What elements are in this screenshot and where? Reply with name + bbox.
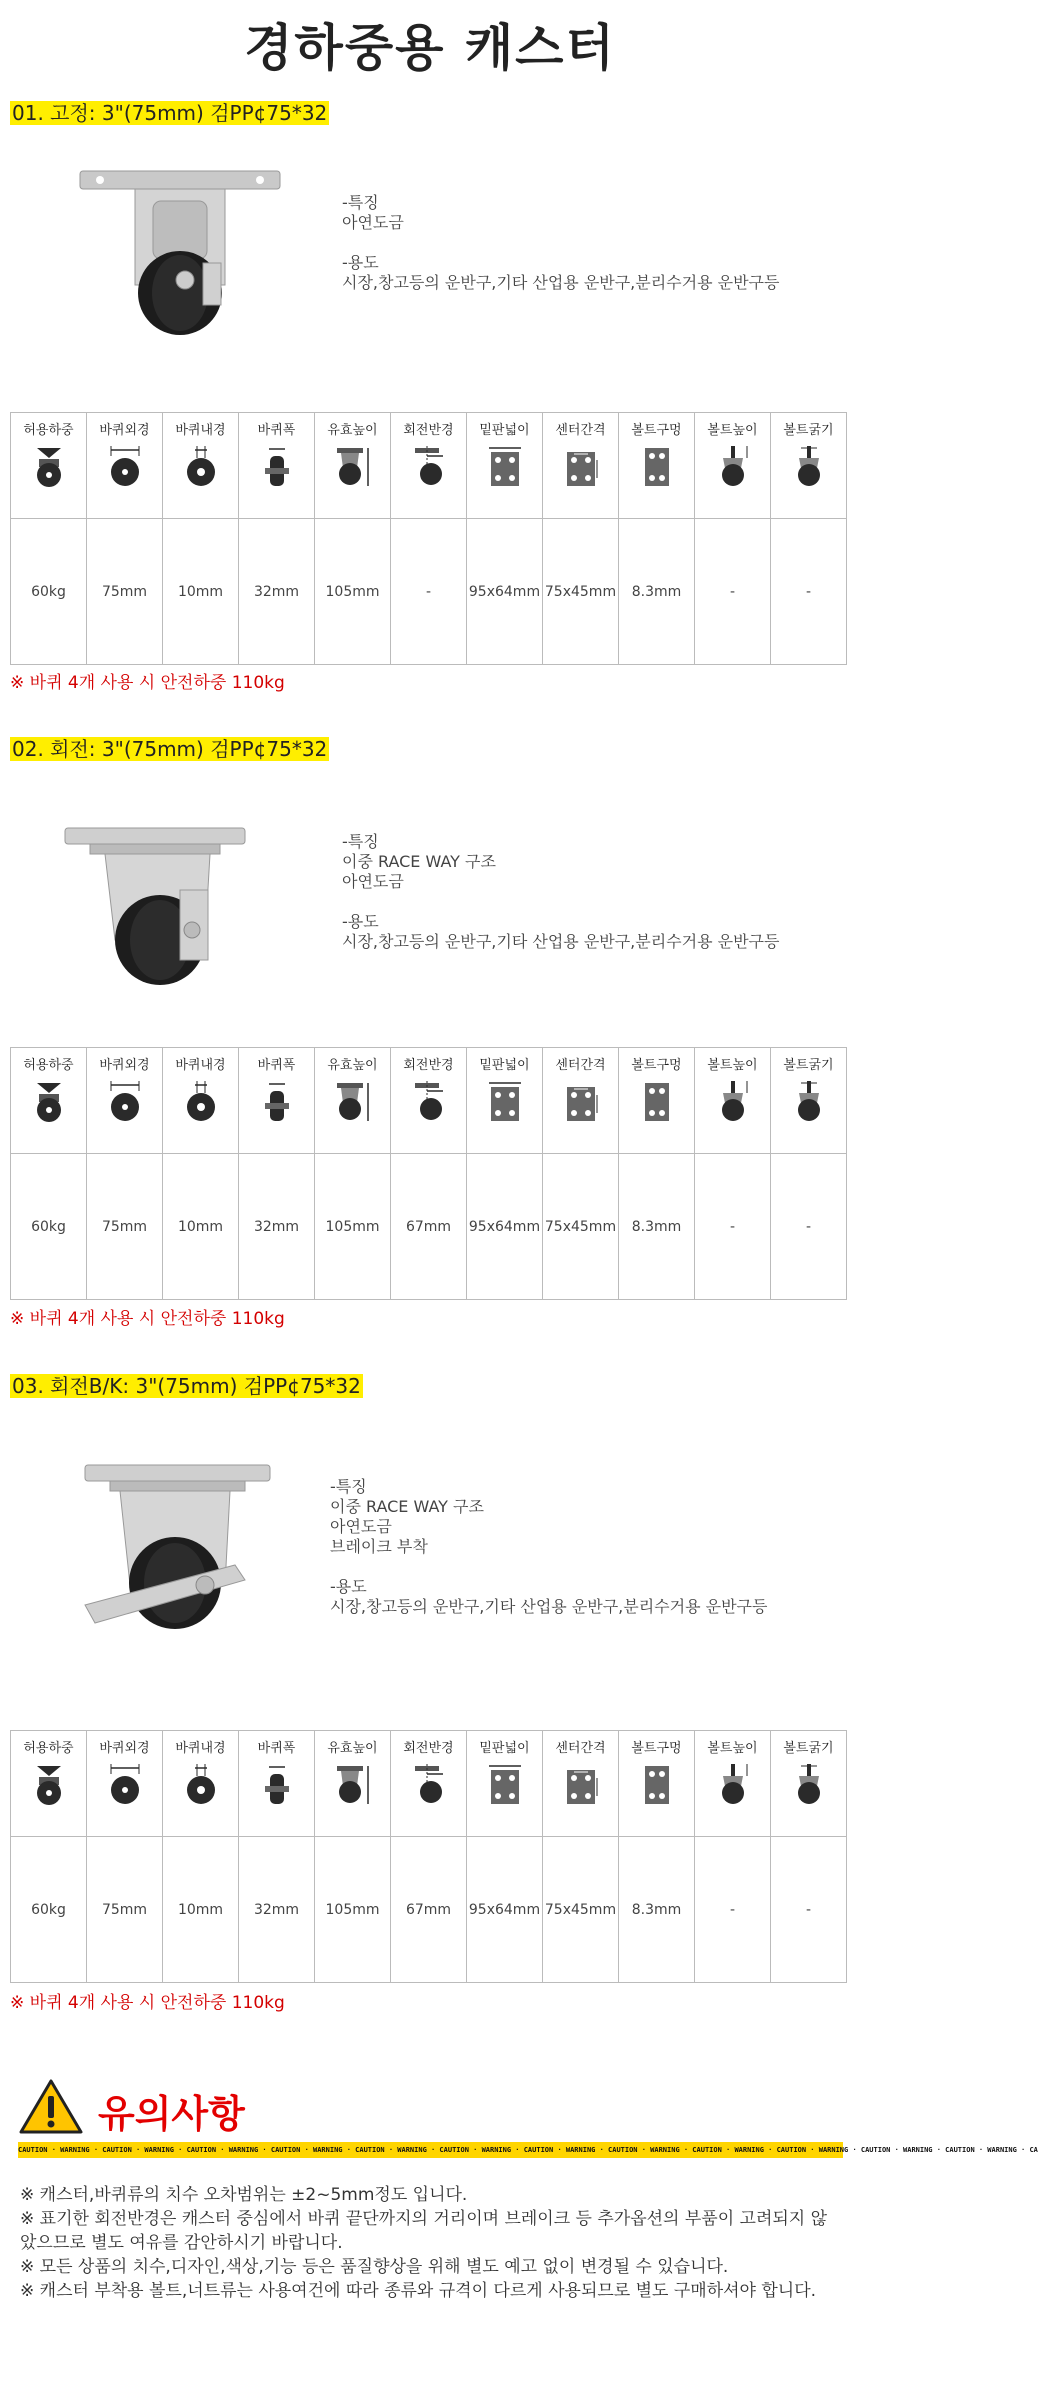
wheel-inner-diameter-icon bbox=[163, 1762, 238, 1806]
spec-header-plate-size bbox=[467, 1731, 543, 1837]
spec-value-effective-height: 105mm bbox=[315, 519, 391, 665]
warning-line: ※ 표기한 회전반경은 캐스터 중심에서 바퀴 끝단까지의 거리이며 브레이크 등 추가옵션의 부품이 고려되지 않았으므로 별도 여유를 감안하시기 바랍니다. bbox=[20, 2209, 828, 2253]
spec-header-label: 바퀴외경 bbox=[99, 1058, 150, 1073]
swivel-radius-icon bbox=[391, 444, 466, 488]
spec-header-bolt-hole bbox=[619, 1048, 695, 1154]
spec-header-bolt-height bbox=[695, 413, 771, 519]
spec-header-center-spacing bbox=[543, 413, 619, 519]
spec-header-label: 센터간격 bbox=[555, 423, 606, 438]
spec-header-bolt-hole bbox=[619, 1731, 695, 1837]
bolt-height-icon bbox=[695, 1079, 770, 1123]
section-3-heading: 03. 회전B/K: 3"(75mm) 검PP¢75*32 bbox=[12, 1374, 361, 1398]
spec-header-bolt-hole bbox=[619, 413, 695, 519]
spec-header-label: 볼트굵기 bbox=[783, 1741, 834, 1756]
spec-header-wheel-width bbox=[239, 1048, 315, 1154]
spec-header-label: 밑판넓이 bbox=[479, 423, 530, 438]
spec-header-wheel-outer-diameter bbox=[87, 1731, 163, 1837]
spec-table-1 bbox=[10, 412, 847, 665]
bolt-thickness-icon bbox=[771, 1079, 846, 1123]
wheel-width-icon bbox=[239, 1079, 314, 1123]
spec-value-bolt-hole: 8.3mm bbox=[619, 1837, 695, 1983]
spec-header-label: 유효높이 bbox=[327, 1058, 378, 1073]
spec-header-bolt-height bbox=[695, 1048, 771, 1154]
spec-header-wheel-outer-diameter bbox=[87, 413, 163, 519]
spec-header-label: 볼트높이 bbox=[707, 423, 758, 438]
spec-header-swivel-radius bbox=[391, 1048, 467, 1154]
spec-header-swivel-radius bbox=[391, 1731, 467, 1837]
spec-header-label: 회전반경 bbox=[403, 423, 454, 438]
spec-value-load-capacity: 60kg bbox=[11, 1154, 87, 1300]
spec-header-label: 회전반경 bbox=[403, 1058, 454, 1073]
bolt-hole-icon bbox=[619, 444, 694, 488]
spec-value-wheel-outer-diameter: 75mm bbox=[87, 1154, 163, 1300]
center-spacing-icon bbox=[543, 444, 618, 488]
spec-header-label: 유효높이 bbox=[327, 1741, 378, 1756]
spec-header-label: 유효높이 bbox=[327, 423, 378, 438]
spec-header-wheel-width bbox=[239, 413, 315, 519]
spec-header-label: 밑판넓이 bbox=[479, 1741, 530, 1756]
spec-value-bolt-height: - bbox=[695, 1837, 771, 1983]
section-3-description: -특징 이중 RACE WAY 구조 아연도금 브레이크 부착 -용도 시장,창고등의 운반구,기타 산업용 운반구,분리수거용 운반구등 bbox=[330, 1477, 768, 1616]
warning-title: 유의사항 bbox=[98, 2092, 245, 2136]
spec-header-wheel-width bbox=[239, 1731, 315, 1837]
bolt-hole-icon bbox=[619, 1079, 694, 1123]
section-1-heading: 01. 고정: 3"(75mm) 검PP¢75*32 bbox=[12, 101, 328, 125]
spec-header-label: 회전반경 bbox=[403, 1741, 454, 1756]
spec-value-load-capacity: 60kg bbox=[11, 1837, 87, 1983]
spec-value-wheel-outer-diameter: 75mm bbox=[87, 519, 163, 665]
warning-line: ※ 캐스터,바퀴류의 치수 오차범위는 ±2~5mm정도 입니다. bbox=[20, 2185, 468, 2205]
spec-header-row bbox=[11, 1731, 847, 1837]
spec-header-label: 허용하중 bbox=[23, 1741, 74, 1756]
spec-header-wheel-inner-diameter bbox=[163, 1048, 239, 1154]
spec-header-effective-height bbox=[315, 1731, 391, 1837]
swivel-radius-icon bbox=[391, 1762, 466, 1806]
warning-line: ※ 캐스터 부착용 볼트,너트류는 사용여건에 따라 종류와 규격이 다르게 사용되므로 별도 구매하셔야 합니다. bbox=[20, 2281, 817, 2301]
spec-header-label: 볼트굵기 bbox=[783, 423, 834, 438]
spec-value-load-capacity: 60kg bbox=[11, 519, 87, 665]
caution-tape: CAUTION · WARNING · CAUTION · WARNING · CAUTION · WARNING · CAUTION · WARNING · CAUTION · WARNING · CAUTION · WARNING · CAUTION · WARNING · CAUTION · WARNING · CAUTION · WARNING · CAUTION · WARNING · CAUTION · WARNING · CAUTION · WARNING · CA bbox=[18, 2142, 843, 2158]
spec-value-center-spacing: 75x45mm bbox=[543, 1154, 619, 1300]
spec-value-row bbox=[11, 1837, 847, 1983]
spec-header-label: 바퀴외경 bbox=[99, 423, 150, 438]
warning-triangle-icon bbox=[18, 2078, 84, 2140]
spec-value-bolt-height: - bbox=[695, 519, 771, 665]
spec-header-label: 허용하중 bbox=[23, 423, 74, 438]
center-spacing-icon bbox=[543, 1762, 618, 1806]
spec-header-effective-height bbox=[315, 413, 391, 519]
spec-header-center-spacing bbox=[543, 1731, 619, 1837]
spec-value-row bbox=[11, 519, 847, 665]
spec-header-bolt-thickness bbox=[771, 413, 847, 519]
spec-header-label: 볼트구멍 bbox=[631, 1058, 682, 1073]
spec-value-effective-height: 105mm bbox=[315, 1154, 391, 1300]
spec-value-bolt-height: - bbox=[695, 1154, 771, 1300]
spec-header-label: 밑판넓이 bbox=[479, 1058, 530, 1073]
effective-height-icon bbox=[315, 1079, 390, 1123]
bolt-thickness-icon bbox=[771, 444, 846, 488]
swivel-radius-icon bbox=[391, 1079, 466, 1123]
spec-value-plate-size: 95x64mm bbox=[467, 1837, 543, 1983]
warning-notes bbox=[20, 2183, 840, 2303]
spec-header-label: 볼트구멍 bbox=[631, 1741, 682, 1756]
plate-size-icon bbox=[467, 444, 542, 488]
plate-size-icon bbox=[467, 1079, 542, 1123]
load-capacity-icon bbox=[11, 444, 86, 488]
spec-header-effective-height bbox=[315, 1048, 391, 1154]
section-3-note: ※ 바퀴 4개 사용 시 안전하중 110kg bbox=[10, 1993, 285, 2013]
spec-table-3 bbox=[10, 1730, 847, 1983]
section-2-note: ※ 바퀴 4개 사용 시 안전하중 110kg bbox=[10, 1309, 285, 1329]
bolt-height-icon bbox=[695, 444, 770, 488]
spec-header-label: 바퀴폭 bbox=[257, 1058, 296, 1073]
spec-value-center-spacing: 75x45mm bbox=[543, 519, 619, 665]
spec-header-wheel-outer-diameter bbox=[87, 1048, 163, 1154]
bolt-height-icon bbox=[695, 1762, 770, 1806]
effective-height-icon bbox=[315, 444, 390, 488]
spec-header-load-capacity bbox=[11, 413, 87, 519]
section-2-description: -특징 이중 RACE WAY 구조 아연도금 -용도 시장,창고등의 운반구,기타 산업용 운반구,분리수거용 운반구등 bbox=[342, 832, 780, 951]
spec-header-load-capacity bbox=[11, 1048, 87, 1154]
spec-value-plate-size: 95x64mm bbox=[467, 519, 543, 665]
wheel-outer-diameter-icon bbox=[87, 1762, 162, 1806]
page-title: 경하중용 캐스터 bbox=[244, 19, 616, 77]
wheel-width-icon bbox=[239, 444, 314, 488]
spec-header-label: 바퀴내경 bbox=[175, 1058, 226, 1073]
spec-value-swivel-radius: - bbox=[391, 519, 467, 665]
spec-header-wheel-inner-diameter bbox=[163, 413, 239, 519]
spec-value-plate-size: 95x64mm bbox=[467, 1154, 543, 1300]
spec-value-bolt-thickness: - bbox=[771, 1837, 847, 1983]
spec-value-wheel-inner-diameter: 10mm bbox=[163, 1837, 239, 1983]
spec-header-label: 센터간격 bbox=[555, 1058, 606, 1073]
spec-header-bolt-thickness bbox=[771, 1731, 847, 1837]
effective-height-icon bbox=[315, 1762, 390, 1806]
spec-value-bolt-thickness: - bbox=[771, 1154, 847, 1300]
spec-value-swivel-radius: 67mm bbox=[391, 1154, 467, 1300]
section-1-description: -특징 아연도금 -용도 시장,창고등의 운반구,기타 산업용 운반구,분리수거용 운반구등 bbox=[342, 193, 780, 292]
spec-header-label: 바퀴폭 bbox=[257, 423, 296, 438]
spec-header-row bbox=[11, 413, 847, 519]
spec-value-wheel-width: 32mm bbox=[239, 1837, 315, 1983]
center-spacing-icon bbox=[543, 1079, 618, 1123]
wheel-width-icon bbox=[239, 1762, 314, 1806]
spec-header-row bbox=[11, 1048, 847, 1154]
spec-header-swivel-radius bbox=[391, 413, 467, 519]
wheel-outer-diameter-icon bbox=[87, 444, 162, 488]
spec-header-label: 허용하중 bbox=[23, 1058, 74, 1073]
bolt-hole-icon bbox=[619, 1762, 694, 1806]
spec-value-wheel-width: 32mm bbox=[239, 519, 315, 665]
spec-header-label: 바퀴내경 bbox=[175, 423, 226, 438]
spec-value-wheel-outer-diameter: 75mm bbox=[87, 1837, 163, 1983]
spec-table-2 bbox=[10, 1047, 847, 1300]
spec-header-label: 볼트높이 bbox=[707, 1741, 758, 1756]
spec-header-wheel-inner-diameter bbox=[163, 1731, 239, 1837]
wheel-inner-diameter-icon bbox=[163, 1079, 238, 1123]
spec-header-bolt-height bbox=[695, 1731, 771, 1837]
load-capacity-icon bbox=[11, 1762, 86, 1806]
spec-header-label: 볼트구멍 bbox=[631, 423, 682, 438]
swivel-caster-photo bbox=[60, 820, 250, 994]
wheel-outer-diameter-icon bbox=[87, 1079, 162, 1123]
spec-header-label: 바퀴내경 bbox=[175, 1741, 226, 1756]
fixed-caster-photo bbox=[75, 165, 285, 344]
spec-header-plate-size bbox=[467, 1048, 543, 1154]
warning-line: ※ 모든 상품의 치수,디자인,색상,기능 등은 품질향상을 위해 별도 예고 없이 변경될 수 있습니다. bbox=[20, 2257, 729, 2277]
section-1-note: ※ 바퀴 4개 사용 시 안전하중 110kg bbox=[10, 673, 285, 693]
swivel-brake-caster-photo bbox=[65, 1455, 290, 1649]
spec-value-center-spacing: 75x45mm bbox=[543, 1837, 619, 1983]
wheel-inner-diameter-icon bbox=[163, 444, 238, 488]
spec-value-swivel-radius: 67mm bbox=[391, 1837, 467, 1983]
spec-value-wheel-inner-diameter: 10mm bbox=[163, 519, 239, 665]
spec-header-label: 바퀴폭 bbox=[257, 1741, 296, 1756]
spec-value-bolt-hole: 8.3mm bbox=[619, 1154, 695, 1300]
section-2-heading: 02. 회전: 3"(75mm) 검PP¢75*32 bbox=[12, 737, 328, 761]
spec-value-effective-height: 105mm bbox=[315, 1837, 391, 1983]
bolt-thickness-icon bbox=[771, 1762, 846, 1806]
spec-header-center-spacing bbox=[543, 1048, 619, 1154]
spec-value-wheel-width: 32mm bbox=[239, 1154, 315, 1300]
plate-size-icon bbox=[467, 1762, 542, 1806]
spec-value-bolt-thickness: - bbox=[771, 519, 847, 665]
spec-header-label: 바퀴외경 bbox=[99, 1741, 150, 1756]
spec-header-bolt-thickness bbox=[771, 1048, 847, 1154]
spec-header-label: 볼트높이 bbox=[707, 1058, 758, 1073]
spec-header-label: 볼트굵기 bbox=[783, 1058, 834, 1073]
load-capacity-icon bbox=[11, 1079, 86, 1123]
spec-header-label: 센터간격 bbox=[555, 1741, 606, 1756]
spec-value-bolt-hole: 8.3mm bbox=[619, 519, 695, 665]
spec-value-row bbox=[11, 1154, 847, 1300]
spec-header-load-capacity bbox=[11, 1731, 87, 1837]
spec-header-plate-size bbox=[467, 413, 543, 519]
spec-value-wheel-inner-diameter: 10mm bbox=[163, 1154, 239, 1300]
